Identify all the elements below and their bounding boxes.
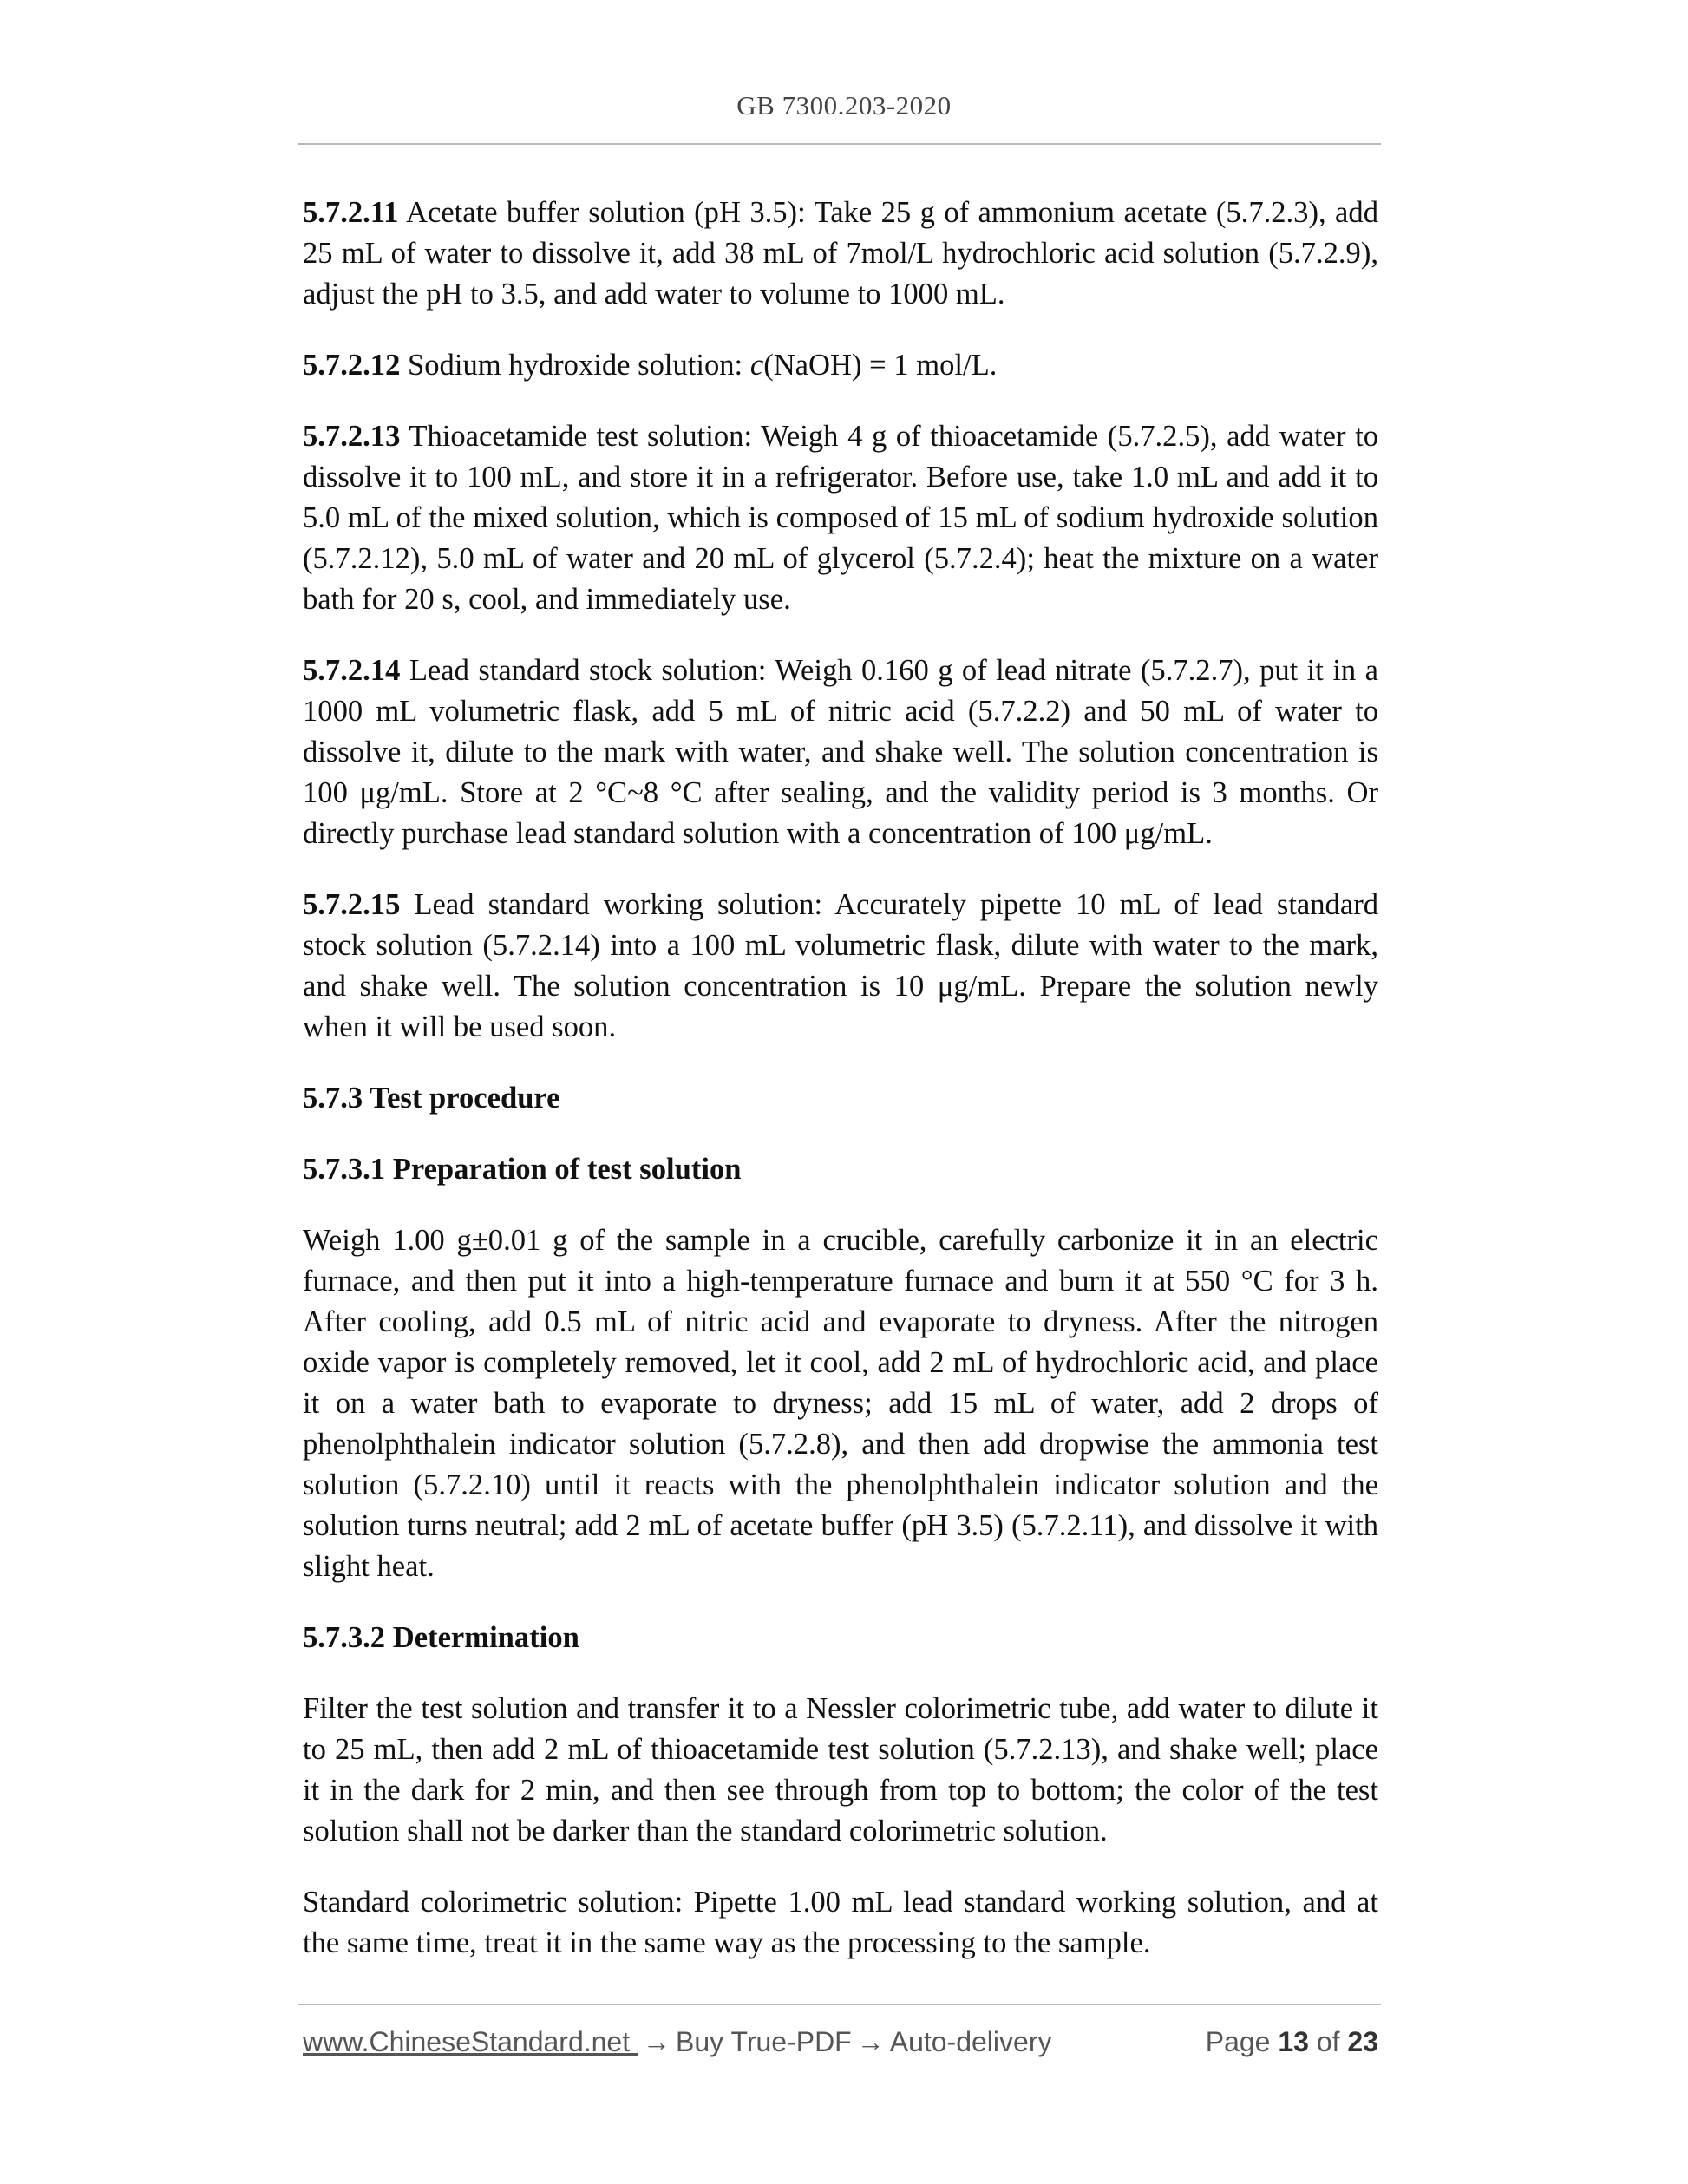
document-header-title: GB 7300.203-2020 (736, 90, 952, 121)
document-body (303, 193, 1378, 1994)
clause-number: 5.7.2.13 (303, 420, 401, 453)
clause-text: Lead standard stock solution: Weigh 0.160 g of lead nitrate (5.7.2.7), put it in a 1000 mL volumetric flask, add 5 mL of nitric acid (5.7.2.2) and 50 mL of water to dissolve it, dilute to the mark with water, and shake well. The solution concentration is 100 μg/mL. Store at 2 °C~8 °C after sealing, and the validity period is 3 months. Or directly purchase lead standard solution with a concentration of 100 μg/mL. (303, 654, 1378, 850)
page-number: 13 (1278, 2026, 1309, 2057)
page-label: Page (1205, 2026, 1271, 2057)
clause-5-7-2-12 (303, 345, 1378, 386)
buy-true-pdf-text: Buy True-PDF (676, 2026, 852, 2057)
standard-colorimetric-paragraph: Standard colorimetric solution: Pipette 1.00 mL lead standard working solution, and at the same time, treat it in the same way as the processing to the sample. (303, 1886, 1378, 1959)
clause-text: Thioacetamide test solution: Weigh 4 g of thioacetamide (5.7.2.5), add water to dissolve it to 100 mL, and store it in a refrigerator. Before use, take 1.0 mL and add it to 5.0 mL of the mixed solution, which is composed of 15 mL of sodium hydroxide solution (5.7.2.12), 5.0 mL of water and 20 mL of glycerol (5.7.2.4); heat the mixture on a water bath for 20 s, cool, and immediately use. (303, 420, 1378, 616)
footer-divider (298, 2004, 1381, 2005)
arrow-right-icon: → (856, 2026, 885, 2057)
clause-number: 5.7.2.15 (303, 888, 401, 921)
auto-delivery-text: Auto-delivery (889, 2026, 1052, 2057)
clause-text-tail: (NaOH) = 1 mol/L. (763, 349, 998, 382)
clause-text: Lead standard working solution: Accurately pipette 10 mL of lead standard stock solution (5.7.2.14) into a 100 mL volumetric flask, dilute with water to the mark, and shake well. The solution concentration is 10 μg/mL. Prepare the solution newly when it will be used soon. (303, 888, 1378, 1043)
footer-promo (303, 2026, 1051, 2058)
clause-text: Acetate buffer solution (pH 3.5): Take 25 g of ammonium acetate (5.7.2.3), add 25 mL of water to dissolve it, add 38 mL of 7mol/L hydrochloric acid solution (5.7.2.9), adjust the pH to 3.5, and add water to volume to 1000 mL. (303, 196, 1378, 311)
clause-number: 5.7.2.11 (303, 196, 399, 229)
clause-number: 5.7.2.12 (303, 349, 401, 382)
page-indicator (1206, 2026, 1378, 2058)
arrow-right-icon: → (643, 2026, 671, 2057)
clause-5-7-2-11 (303, 193, 1378, 315)
clause-5-7-2-14 (303, 651, 1378, 854)
clause-number: 5.7.2.14 (303, 654, 401, 687)
of-label: of (1316, 2026, 1340, 2057)
header-divider (298, 143, 1381, 145)
determination-paragraph: Filter the test solution and transfer it to a Nessler colorimetric tube, add water to dilute it to 25 mL, then add 2 mL of thioacetamide test solution (5.7.2.13), and shake well; place it in the dark for 2 min, and then see through from top to bottom; the color of the test solution shall not be darker than the standard colorimetric solution. (303, 1692, 1378, 1847)
page-total: 23 (1347, 2026, 1378, 2057)
test-solution-paragraph: Weigh 1.00 g±0.01 g of the sample in a crucible, carefully carbonize it in an electric furnace, and then put it into a high-temperature furnace and burn it at 550 °C for 3 h. After cooling, add 0.5 mL of nitric acid and evaporate to dryness. After the nitrogen oxide vapor is completely removed, let it cool, add 2 mL of hydrochloric acid, and place it on a water bath to evaporate to dryness; add 15 mL of water, add 2 drops of phenolphthalein indicator solution (5.7.2.8), and then add dropwise the ammonia test solution (5.7.2.10) until it reacts with the phenolphthalein indicator solution and the solution turns neutral; add 2 mL of acetate buffer (pH 3.5) (5.7.2.11), and dissolve it with slight heat. (303, 1224, 1378, 1583)
clause-5-7-2-15 (303, 885, 1378, 1048)
section-heading-5-7-3: 5.7.3 Test procedure (303, 1082, 560, 1115)
concentration-symbol: c (749, 349, 764, 382)
website-link[interactable]: www.ChineseStandard.net (303, 2026, 638, 2057)
page-footer (303, 2026, 1378, 2064)
section-heading-5-7-3-2: 5.7.3.2 Determination (303, 1621, 579, 1654)
clause-text: Sodium hydroxide solution: (400, 349, 750, 382)
clause-5-7-2-13 (303, 416, 1378, 620)
section-heading-5-7-3-1: 5.7.3.1 Preparation of test solution (303, 1153, 742, 1186)
